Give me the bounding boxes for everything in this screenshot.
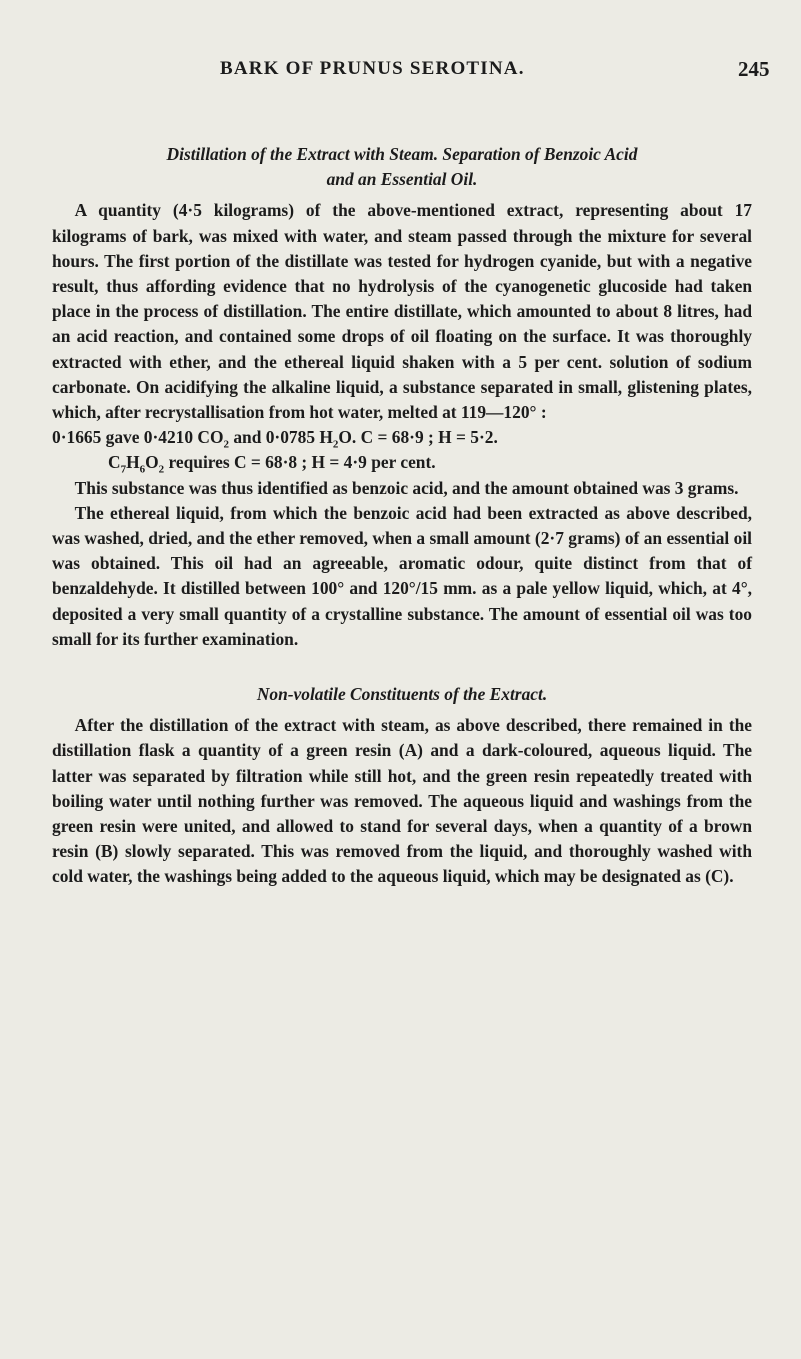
page-number: 245: [738, 57, 770, 81]
paragraph-distillation: A quantity (4·5 kilograms) of the above-mentioned extract, representing about 17 kilograms of bark, was mixed with water, and steam passed through the mixture for several hours. The first portion of the distillate was tested for hydrogen cyanide, but with a negative result, thus affording evidence that no hydrolysis of the cyanogenetic glucoside had taken place in the process of distillation. The entire distillate, which amounted to about 8 litres, had an acid reaction, and contained some drops of oil floating on the surface. It was thoroughly extracted with ether, and the ethereal liquid shaken with a 5 per cent. solution of sodium carbonate. On acidifying the alkaline liquid, a substance separated in small, glistening plates, which, after recrystallisation from hot water, melted at 119—120° :: [52, 200, 752, 423]
heading-line-1: Distillation of the Extract with Steam. Separation of Benzoic Acid: [166, 144, 638, 164]
paragraph-benzoic-acid: This substance was thus identified as benzoic acid, and the amount obtained was 3 grams.: [74, 477, 739, 498]
heading-line-2: and an Essential Oil.: [326, 169, 478, 190]
running-title: BARK OF PRUNUS SEROTINA.: [220, 58, 525, 79]
section-heading-distillation: [52, 142, 752, 192]
section-gap: [52, 652, 752, 682]
paragraph-essential-oil: The ethereal liquid, from which the benzoic acid had been extracted as above described, was washed, dried, and the ether removed, when a small amount (2·7 grams) of an essential oil was obtained. This oil had an agreeable, aromatic odour, quite distinct from that of benzaldehyde. It distilled between 100° and 120°/15 mm. as a pale yellow liquid, which, at 4°, deposited a very small quantity of a crystalline substance. The amount of essential oil was too small for its further examination.: [52, 502, 752, 649]
analysis-result: 0·1665 gave 0·4210 $CO_2$ and 0·0785 $H_2O$. C = 68·9 ; H = 5·2.: [52, 427, 498, 451]
paragraph-non-volatile: After the distillation of the extract with steam, as above described, there remained in the distillation flask a quantity of a green resin (A) and a dark-coloured, aqueous liquid. The latter was separated by filtration while still hot, and the green resin repeatedly treated with boiling water until nothing further was removed. The aqueous liquid and washings from the green resin were united, and allowed to stand for several days, when a quantity of a brown resin (B) slowly separated. This was removed from the liquid, and thoroughly washed with cold water, the washings being added to the aqueous liquid, which may be designated as (C).: [52, 715, 752, 887]
section-heading-non-volatile: Non-volatile Constituents of the Extract.: [256, 684, 548, 705]
body-text: [52, 142, 752, 890]
formula-requirement: $C_7H_6O_2$ requires C = 68·8 ; H = 4·9 per cent.: [108, 452, 436, 476]
page-header: [0, 52, 801, 82]
